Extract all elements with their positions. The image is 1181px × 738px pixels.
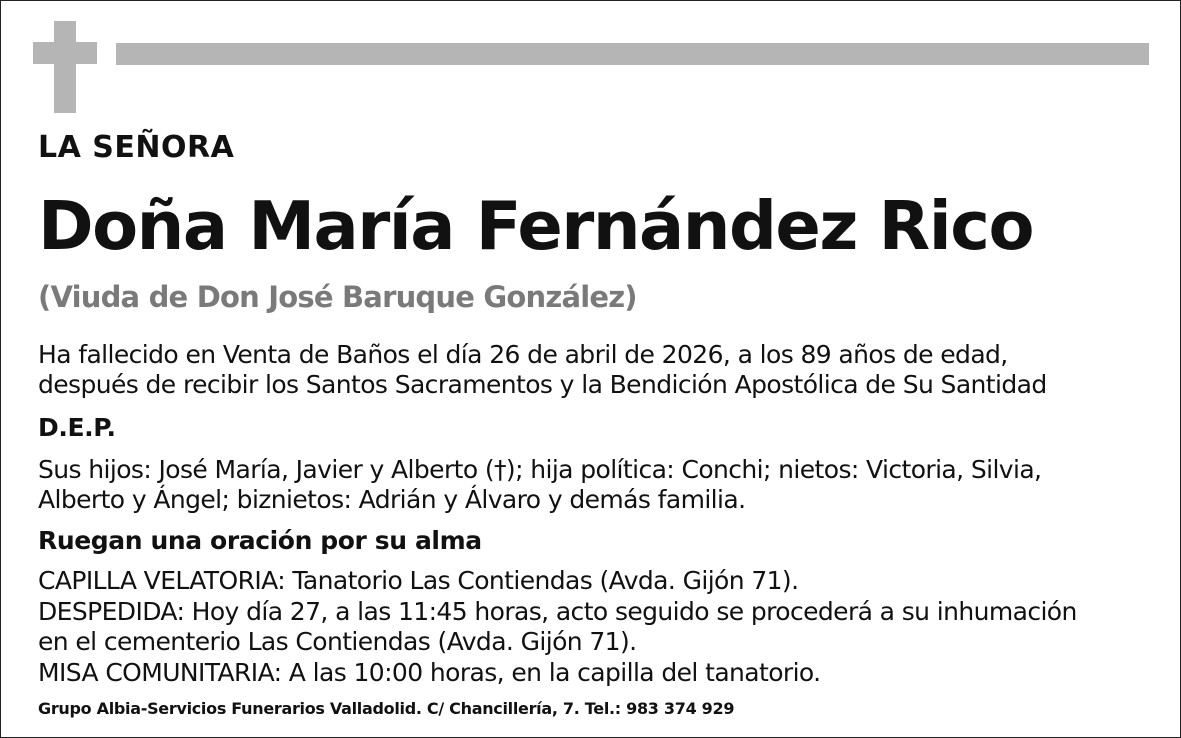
service-line-3: en el cementerio Las Contiendas (Avda. Gijón 71). [38,627,637,656]
widow-of: (Viuda de Don José Baruque González) [38,280,637,314]
service-line-1: CAPILLA VELATORIA: Tanatorio Las Contiendas (Avda. Gijón 71). [38,566,799,595]
service-line-2: DESPEDIDA: Hoy día 27, a las 11:45 horas, acto seguido se procederá a su inhumación [38,597,1077,626]
deceased-name: Doña María Fernández Rico [38,187,1033,265]
header-rule [116,43,1149,65]
family-line-1: Sus hijos: José María, Javier y Alberto (†); hija política: Conchi; nietos: Victoria, Silvia, [38,455,1042,484]
funeral-home-footer: Grupo Albia-Servicios Funerarios Valladolid. C/ Chancillería, 7. Tel.: 983 374 929 [38,699,735,718]
service-line-4: MISA COMUNITARIA: A las 10:00 horas, en la capilla del tanatorio. [38,658,821,687]
cross-vertical-bar [54,21,76,113]
death-line-1: Ha fallecido en Venta de Baños el día 26 de abril de 2026, a los 89 años de edad, [38,340,1008,369]
death-line-2: después de recibir los Santos Sacramentos y la Bendición Apostólica de Su Santidad [38,370,1047,399]
heading: LA SEÑORA [38,130,235,165]
family-line-2: Alberto y Ángel; biznietos: Adrián y Álvaro y demás familia. [38,485,746,514]
cross-horizontal-bar [33,42,97,64]
rip: D.E.P. [38,413,116,442]
prayer-request: Ruegan una oración por su alma [38,526,482,555]
